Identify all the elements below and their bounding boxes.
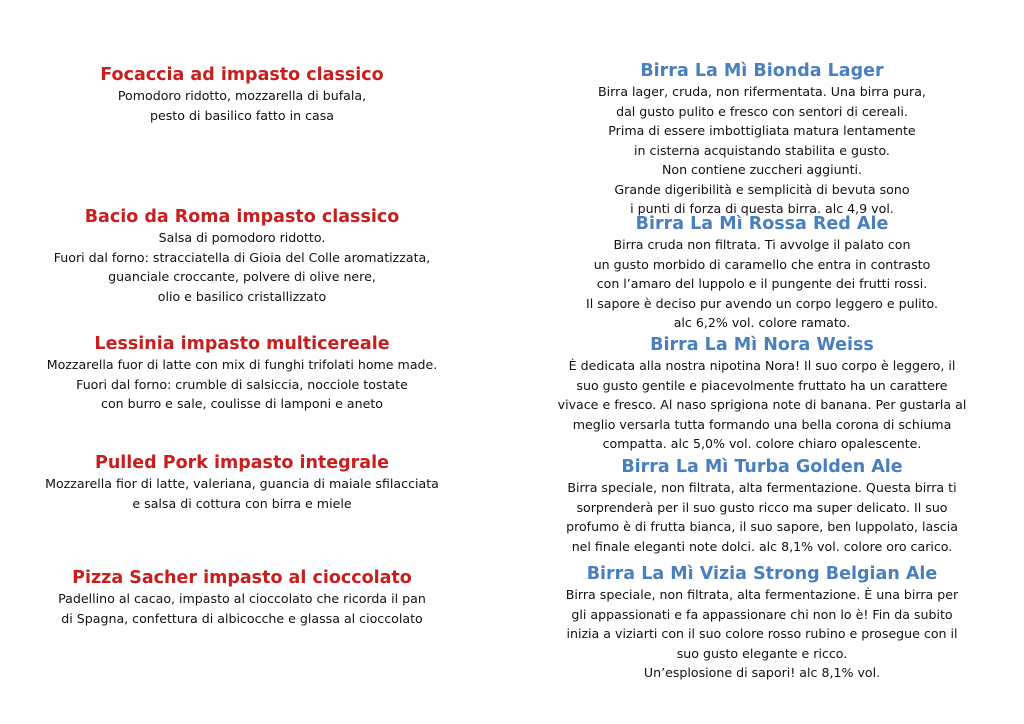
pizza-name: Bacio da Roma impasto classico (84, 207, 400, 227)
beer-item-bionda-lager (540, 60, 984, 219)
beer-item-nora-weiss (540, 334, 984, 454)
beer-description: È dedicata alla nostra nipotina Nora! Il suo corpo è leggero, il suo gusto gentile e piacevolmente fruttato ha un carattere vivace e fresco. Al naso sprigiona note di banana. Per gustarla al meglio versarla tutta formando una bella corona di schiuma compatta. alc 5,0% vol. colore chiaro opalescente. (557, 358, 967, 451)
pizza-item-focaccia (20, 64, 464, 125)
beer-name: Birra La Mì Nora Weiss (650, 335, 874, 355)
pizza-item-sacher (20, 567, 464, 628)
pizza-description: Mozzarella fuor di latte con mix di funghi trifolati home made. Fuori dal forno: crumble di salsiccia, nocciole tostate con burro e sale, coulisse di lamponi e aneto (46, 357, 438, 411)
pizza-description: Mozzarella fior di latte, valeriana, guancia di maiale sfilacciata e salsa di cottura con birra e miele (45, 476, 439, 511)
pizza-description: Salsa di pomodoro ridotto. Fuori dal forno: stracciatella di Gioia del Colle aromatizzata, guanciale croccante, polvere di olive nere, olio e basilico cristallizzato (53, 230, 431, 304)
pizza-description: Padellino al cacao, impasto al cioccolato che ricorda il pan di Spagna, confettura di albicocche e glassa al cioccolato (58, 591, 426, 626)
pizza-item-pulled-pork (20, 452, 464, 513)
beer-name: Birra La Mì Rossa Red Ale (635, 214, 889, 234)
pizza-description: Pomodoro ridotto, mozzarella di bufala, pesto di basilico fatto in casa (117, 88, 367, 123)
pizza-name: Pizza Sacher impasto al cioccolato (72, 568, 412, 588)
pizza-name: Pulled Pork impasto integrale (95, 453, 389, 473)
pizza-item-bacio-da-roma (20, 206, 464, 306)
beer-name: Birra La Mì Vizia Strong Belgian Ale (586, 564, 938, 584)
pizza-name: Lessinia impasto multicereale (94, 334, 390, 354)
pizza-name: Focaccia ad impasto classico (100, 65, 384, 85)
beer-description: Birra speciale, non filtrata, alta fermentazione. Questa birra ti sorprenderà per il suo gusto ricco ma super delicato. Il suo profumo è di frutta bianca, il suo sapore, ben luppolato, lascia nel finale eleganti note dolci. alc 8,1% vol. colore oro carico. (566, 480, 958, 554)
beer-item-turba-golden-ale (540, 456, 984, 556)
beer-name: Birra La Mì Turba Golden Ale (621, 457, 903, 477)
beer-item-rossa-red-ale (540, 213, 984, 333)
beer-description: Birra cruda non filtrata. Ti avvolge il palato con un gusto morbido di caramello che entra in contrasto con l’amaro del luppolo e il pungente dei frutti rossi. Il sapore è deciso pur avendo un corpo leggero e pulito. alc 6,2% vol. colore ramato. (585, 237, 938, 330)
beer-item-vizia-strong-belgian-ale (540, 563, 984, 683)
beer-description: Birra speciale, non filtrata, alta fermentazione. È una birra per gli appassionati e fa appassionare chi non lo è! Fin da subito inizia a viziarti con il suo colore rosso rubino e prosegue con il suo gusto elegante e ricco. Un’esplosione di sapori! alc 8,1% vol. (565, 587, 959, 680)
pizza-item-lessinia (20, 333, 464, 414)
beer-description: Birra lager, cruda, non rifermentata. Una birra pura, dal gusto pulito e fresco con sentori di cereali. Prima di essere imbottigliata matura lentamente in cisterna acquistando stabilita e gusto. Non contiene zuccheri aggiunti. Grande digeribilità e semplicità di bevuta sono i punti di forza di questa birra. alc 4,9 vol. (598, 84, 926, 216)
beer-name: Birra La Mì Bionda Lager (640, 61, 884, 81)
